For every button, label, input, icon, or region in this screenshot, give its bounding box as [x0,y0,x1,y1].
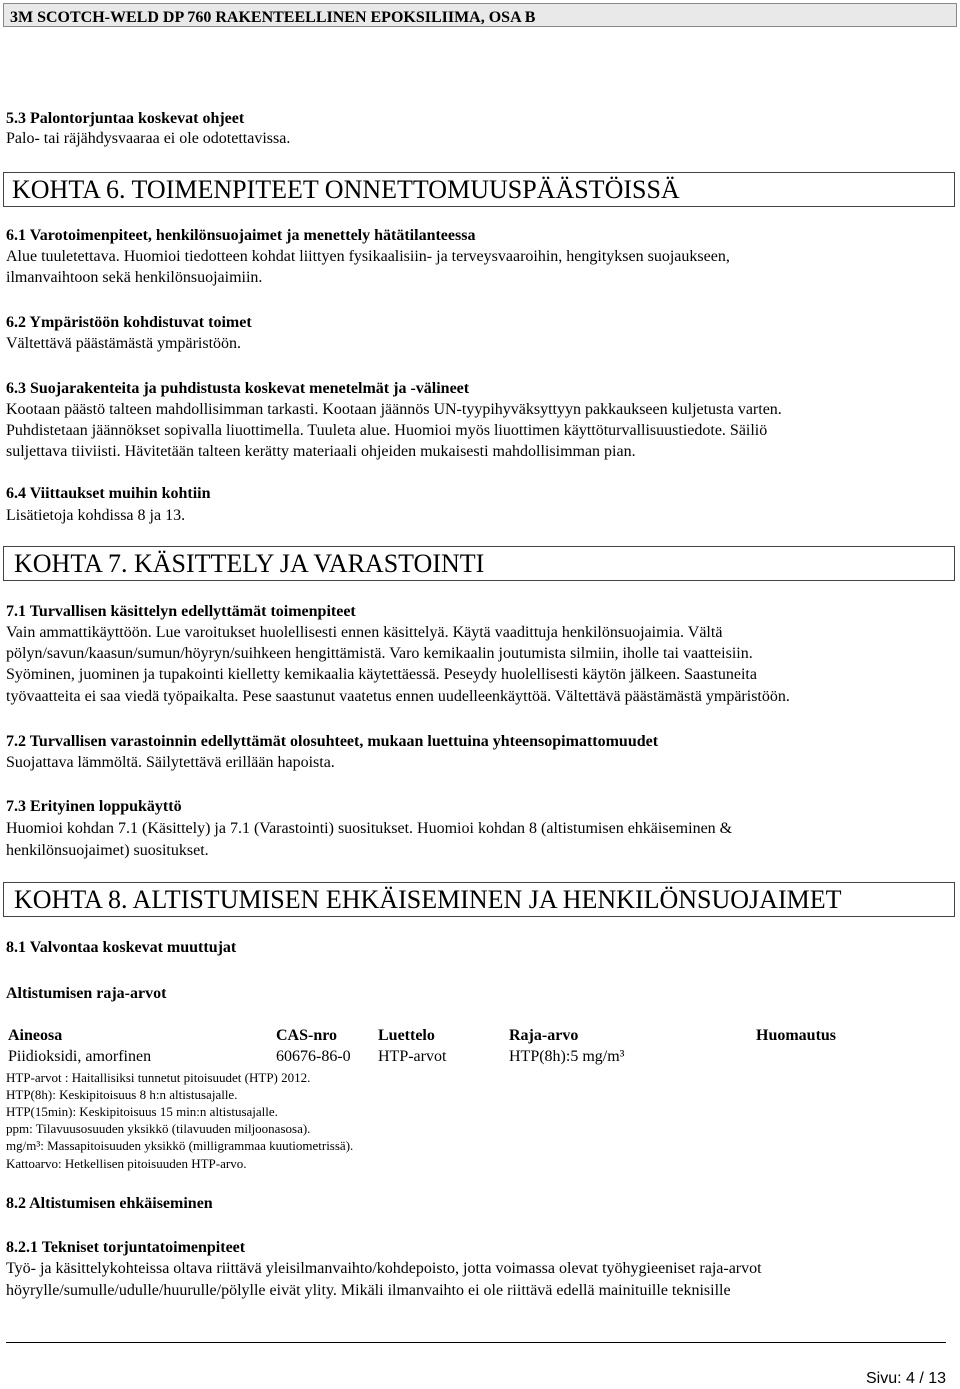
limits-heading: Altistumisen raja-arvot [6,985,167,1002]
footer-divider [6,1342,946,1343]
section-7-box [3,546,955,581]
document-title: 3M SCOTCH-WELD DP 760 RAKENTEELLINEN EPOKSILIIMA, OSA B [10,9,536,26]
cell-luettelo: HTP-arvot [378,1048,447,1065]
s72-text: Suojattava lämmöltä. Säilytettävä erillään hapoista. [6,754,335,771]
section-8-title: KOHTA 8. ALTISTUMISEN EHKÄISEMINEN JA HENKILÖNSUOJAIMET [14,885,842,914]
section-8-box [3,882,955,917]
s61-line-2: ilmanvaihtoon sekä henkilönsuojaimiin. [6,269,263,286]
cell-raja-arvo: HTP(8h):5 mg/m³ [509,1048,625,1065]
col-header-aineosa: Aineosa [8,1027,63,1044]
s72-heading: 7.2 Turvallisen varastoinnin edellyttämät olosuhteet, mukaan luettuina yhteensopimattomuudet [6,733,659,750]
cell-cas: 60676-86-0 [276,1048,351,1065]
section-6-box [3,172,955,207]
col-header-huomautus: Huomautus [756,1027,837,1044]
page-number: Sivu: 4 / 13 [866,1370,947,1387]
col-header-raja-arvo: Raja-arvo [509,1027,579,1044]
s53-text: Palo- tai räjähdysvaaraa ei ole odotettavissa. [6,130,291,147]
s821-line-2: höyrylle/sumulle/udulle/huurulle/pölylle eivät ylity. Mikäli ilmanvaihto ei ole riittävä edellä mainituille teknisille [6,1282,731,1299]
s821-heading: 8.2.1 Tekniset torjuntatoimenpiteet [6,1239,246,1256]
s63-line-2: Puhdistetaan jäännökset sopivalla liuottimella. Tuuleta alue. Huomioi myös liuottimen käyttöturvallisuustiedote. Säiliö [6,422,768,439]
s71-line-4: työvaatteita ei saa viedä työpaikalta. Pese saastunut vaatetus ennen uudelleenkäyttöä. Vältettävä päästämästä ympäristöön. [6,688,790,705]
note-3: HTP(15min): Keskipitoisuus 15 min:n altistusajalle. [6,1104,278,1119]
note-2: HTP(8h): Keskipitoisuus 8 h:n altistusajalle. [6,1087,238,1102]
document-header [3,3,957,27]
s64-text: Lisätietoja kohdissa 8 ja 13. [6,507,186,524]
s82-heading: 8.2 Altistumisen ehkäiseminen [6,1195,213,1212]
note-4: ppm: Tilavuusosuuden yksikkö (tilavuuden miljoonasosa). [6,1121,311,1136]
note-1: HTP-arvot : Haitallisiksi tunnetut pitoisuudet (HTP) 2012. [6,1070,311,1085]
s71-heading: 7.1 Turvallisen käsittelyn edellyttämät toimenpiteet [6,603,356,620]
s821-line-1: Työ- ja käsittelykohteissa oltava riittävä yleisilmanvaihto/kohdepoisto, jotta voimassa olevat työhygieeniset raja-arvot [6,1260,762,1277]
s63-line-1: Kootaan päästö talteen mahdollisimman tarkasti. Kootaan jäännös UN-tyypihyväksyttyyn pakkaukseen kuljetusta varten. [6,401,782,418]
s63-line-3: suljettava tiiviisti. Hävitetään talteen kerätty materiaali ohjeiden mukaisesti mahdollisimman pian. [6,443,636,460]
cell-aineosa: Piidioksidi, amorfinen [8,1048,152,1065]
s62-text: Vältettävä päästämästä ympäristöön. [6,335,242,352]
s62-heading: 6.2 Ympäristöön kohdistuvat toimet [6,314,252,331]
section-6-title: KOHTA 6. TOIMENPITEET ONNETTOMUUSPÄÄSTÖISSÄ [12,175,680,204]
s71-line-3: Syöminen, juominen ja tupakointi kielletty kemikaalia käytettäessä. Peseydy huolellisesti käytön jälkeen. Saastuneita [6,666,757,683]
s81-heading: 8.1 Valvontaa koskevat muuttujat [6,939,237,956]
s73-line-2: henkilönsuojaimet) suositukset. [6,842,209,859]
s61-line-1: Alue tuuletettava. Huomioi tiedotteen kohdat liittyen fysikaalisiin- ja terveysvaaroihin, hengityksen suojaukseen, [6,248,730,265]
s71-line-1: Vain ammattikäyttöön. Lue varoitukset huolellisesti ennen käsittelyä. Käytä vaadittuja henkilönsuojaimia. Vältä [6,624,723,641]
s64-heading: 6.4 Viittaukset muihin kohtiin [6,485,211,502]
col-header-cas: CAS-nro [276,1027,338,1044]
s71-line-2: pölyn/savun/kaasun/sumun/höyryn/suihkeen hengittämistä. Varo kemikaalin joutumista silmiin, iholle tai vaatteisiin. [6,645,753,662]
note-6: Kattoarvo: Hetkellisen pitoisuuden HTP-arvo. [6,1156,247,1171]
note-5: mg/m³: Massapitoisuuden yksikkö (milligrammaa kuutiometrissä). [6,1138,354,1153]
s73-line-1: Huomioi kohdan 7.1 (Käsittely) ja 7.1 (Varastointi) suositukset. Huomioi kohdan 8 (altistumisen ehkäiseminen & [6,820,733,837]
s73-heading: 7.3 Erityinen loppukäyttö [6,798,182,815]
s63-heading: 6.3 Suojarakenteita ja puhdistusta koskevat menetelmät ja -välineet [6,380,470,397]
s61-heading: 6.1 Varotoimenpiteet, henkilönsuojaimet ja menettely hätätilanteessa [6,227,476,244]
section-7-title: KOHTA 7. KÄSITTELY JA VARASTOINTI [14,549,485,578]
col-header-luettelo: Luettelo [378,1027,435,1044]
s53-heading: 5.3 Palontorjuntaa koskevat ohjeet [6,110,245,127]
